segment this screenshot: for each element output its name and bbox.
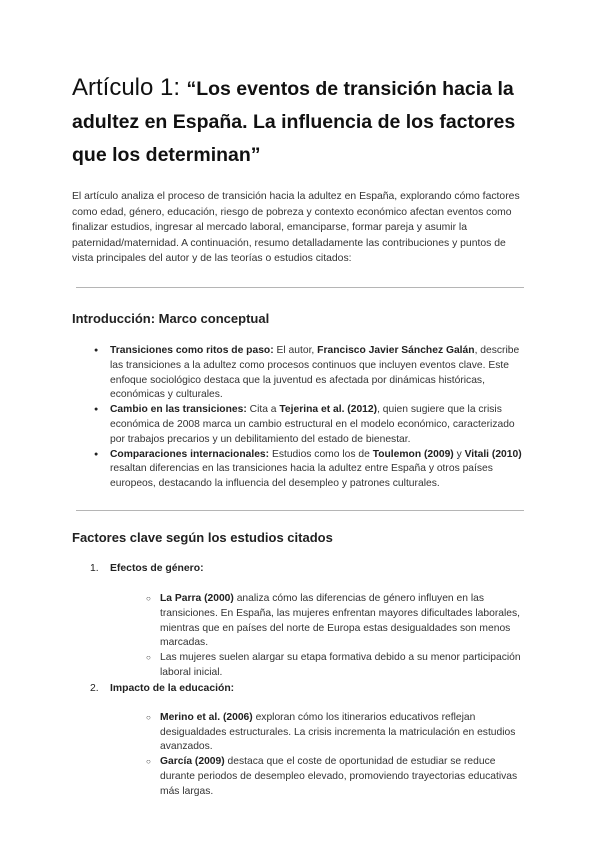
item-label: Cambio en las transiciones: [110, 404, 247, 416]
article-title [72, 72, 524, 171]
item-text: Cita a [246, 404, 280, 416]
section-divider [76, 287, 524, 288]
item-heading: Impacto de la educación: [110, 682, 235, 694]
intro-bullet-list [72, 344, 524, 492]
item-text: destaca que el coste de oportunidad de estudiar se reduce durante periodos de desempleo elevado, promoviendo trayectorias educativas más largas. [160, 756, 518, 797]
item-label: Transiciones como ritos de paso: [110, 344, 274, 356]
sub-list-item [146, 755, 524, 799]
sub-list [90, 711, 524, 800]
section-divider [76, 510, 524, 511]
item-author: Francisco Javier Sánchez Galán [317, 344, 475, 356]
sub-list-item [146, 592, 524, 651]
item-label: Comparaciones internacionales: [110, 448, 270, 460]
section-heading-factors: Factores clave según los estudios citados [72, 529, 333, 545]
item-author: Vitali (2010) [464, 448, 522, 460]
article-title-quote: “Los eventos de transición hacia la adultez en España. La influencia de los factores que los determinan” [72, 78, 516, 166]
numbered-item [90, 681, 524, 800]
item-text: , describe las transiciones a la adultez como procesos continuos que incluyen eventos clave. Este enfoque sociológico destaca que la juventud es afectada por dinámicas históricas, económicas y culturales. [110, 344, 520, 401]
section-heading-intro: Introducción: Marco conceptual [72, 310, 270, 326]
sub-list-item [146, 651, 524, 681]
list-item [94, 344, 524, 403]
factors-numbered-list [72, 561, 524, 800]
item-text: exploran cómo los itinerarios educativos reflejan desigualdades estructurales. La crisis incrementa la matriculación en estudios avanzados. [160, 711, 516, 753]
item-number: 1. [90, 562, 99, 574]
item-author: Merino et al. (2006) [160, 711, 253, 723]
sub-list-item [146, 711, 524, 755]
item-text: analiza cómo las diferencias de género influyen en las transiciones. En España, las mujeres enfrentan mayores dificultades laborales, mientras que en países del norte de Europa estas desigualdades son menos marcadas. [160, 592, 521, 649]
intro-paragraph: El artículo analiza el proceso de transición hacia la adultez en España, explorando cómo factores como edad, género, educación, riesgo de pobreza y contexto económico afectan eventos como finalizar estudios, ingresar al mercado laboral, emanciparse, formar pareja y asumir la paternidad/maternidad. A continuación, resumo detalladamente las contribuciones y puntos de vista principales del autor y de las teorías o estudios citados: [72, 191, 520, 265]
item-number: 2. [90, 682, 99, 694]
item-text: Las mujeres suelen alargar su etapa formativa debido a su menor participación laboral inicial. [160, 652, 521, 678]
sub-list [90, 592, 524, 681]
article-title-lead: Artículo 1: [72, 74, 181, 101]
item-text: resaltan diferencias en las transiciones hacia la adultez entre España y otros países europeos, destacando la influencia del desempleo y patrones culturales. [110, 463, 493, 490]
item-author: Toulemon (2009) [372, 448, 454, 460]
item-heading: Efectos de género: [110, 562, 204, 574]
list-item [94, 403, 524, 447]
item-author: La Parra (2000) [160, 592, 234, 604]
item-author: Tejerina et al. (2012) [279, 404, 378, 416]
item-text: El autor, [273, 344, 318, 356]
numbered-item [90, 561, 524, 681]
list-item [94, 448, 524, 492]
item-text: y [453, 448, 465, 460]
item-author: García (2009) [160, 756, 225, 768]
item-text: , quien sugiere que la crisis económica de 2008 marca un cambio estructural en el modelo económico, caracterizado por trabajos precarios y un debilitamiento del estado de bienestar. [110, 404, 515, 445]
item-text: Estudios como los de [269, 448, 373, 460]
